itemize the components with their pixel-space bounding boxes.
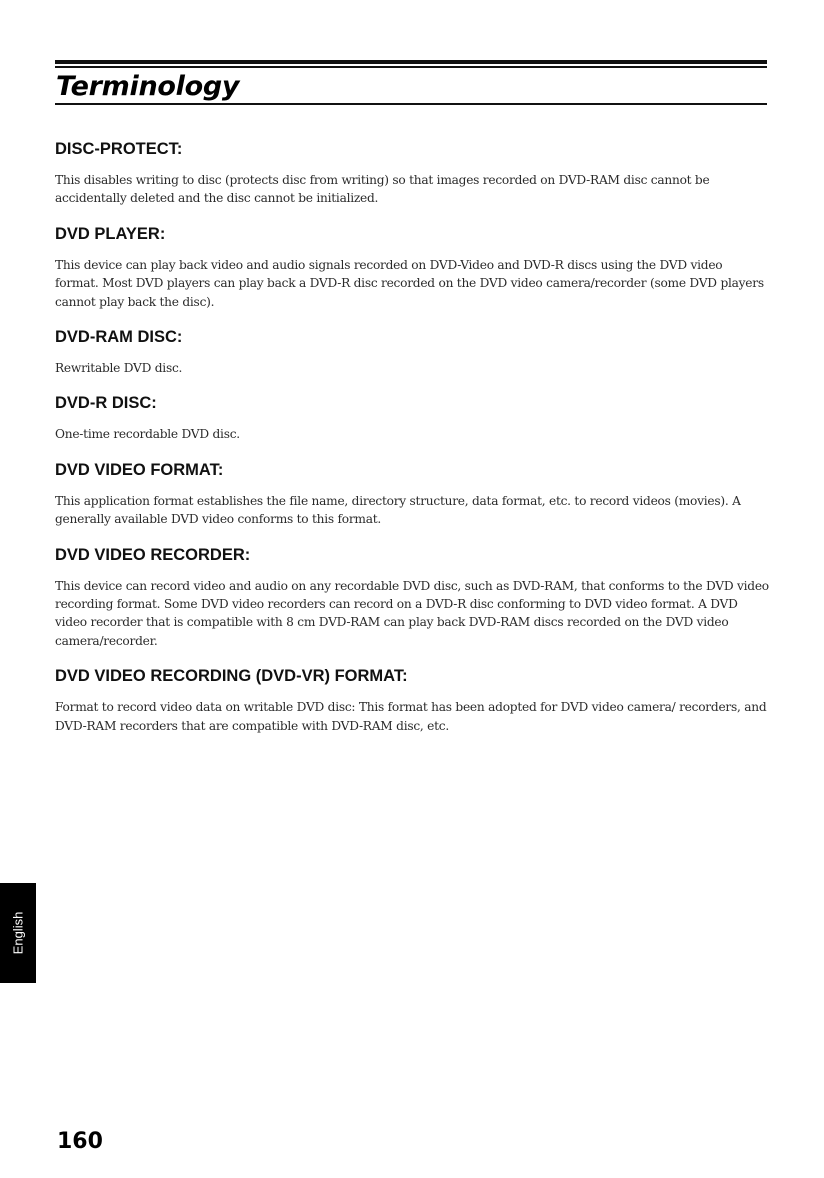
term-definition: This device can play back video and audio signals recorded on DVD-Video and DVD-R discs using the DVD video format. Most DVD players can play back a DVD-R disc recorded on the DVD video camera/recorder (some DVD players cannot play back the disc). — [55, 257, 764, 309]
term-dvd-ram-disc — [55, 326, 769, 377]
term-heading: DVD VIDEO RECORDER: — [55, 545, 251, 564]
page-number: 160 — [57, 1129, 103, 1154]
term-disc-protect — [55, 138, 769, 208]
title-underline — [55, 103, 767, 105]
term-heading: DVD-RAM DISC: — [55, 328, 183, 347]
term-definition: Rewritable DVD disc. — [55, 361, 183, 376]
term-heading: DVD VIDEO FORMAT: — [55, 460, 224, 479]
term-heading: DVD VIDEO RECORDING (DVD-VR) FORMAT: — [55, 667, 408, 686]
term-dvd-r-disc — [55, 392, 769, 443]
term-definition: Format to record video data on writable DVD disc: This format has been adopted for DVD video camera/ recorders, and DVD-RAM recorders that are compatible with DVD-RAM disc, etc. — [55, 700, 767, 733]
term-definition: One-time recordable DVD disc. — [55, 427, 240, 442]
term-dvd-video-recorder — [55, 544, 769, 651]
term-dvd-player — [55, 223, 769, 311]
term-heading: DISC-PROTECT: — [55, 140, 183, 158]
term-dvd-video-format — [55, 459, 769, 529]
header-rule-thin — [55, 66, 767, 68]
term-definition: This device can record video and audio on any recordable DVD disc, such as DVD-RAM, that conforms to the DVD video recording format. Some DVD video recorders can record on a DVD-R disc conforming to DVD video format. A DVD video recorder that is compatible with 8 cm DVD-RAM can play back DVD-RAM discs recorded on the DVD video camera/recorder. — [55, 578, 769, 648]
term-definition: This application format establishes the file name, directory structure, data format, etc. to record videos (movies). A generally available DVD video conforms to this format. — [55, 493, 741, 527]
header-rule-thick — [55, 60, 767, 64]
term-heading: DVD PLAYER: — [55, 224, 166, 243]
term-definition: This disables writing to disc (protects disc from writing) so that images recorded on DVD-RAM disc cannot be accidentally deleted and the disc cannot be initialized. — [55, 173, 710, 206]
language-tab — [0, 883, 36, 983]
term-heading: DVD-R DISC: — [55, 394, 157, 413]
term-dvd-vr-format — [55, 665, 769, 735]
page-title: Terminology — [56, 71, 240, 102]
terminology-list — [55, 138, 769, 750]
language-label: English — [10, 911, 26, 955]
